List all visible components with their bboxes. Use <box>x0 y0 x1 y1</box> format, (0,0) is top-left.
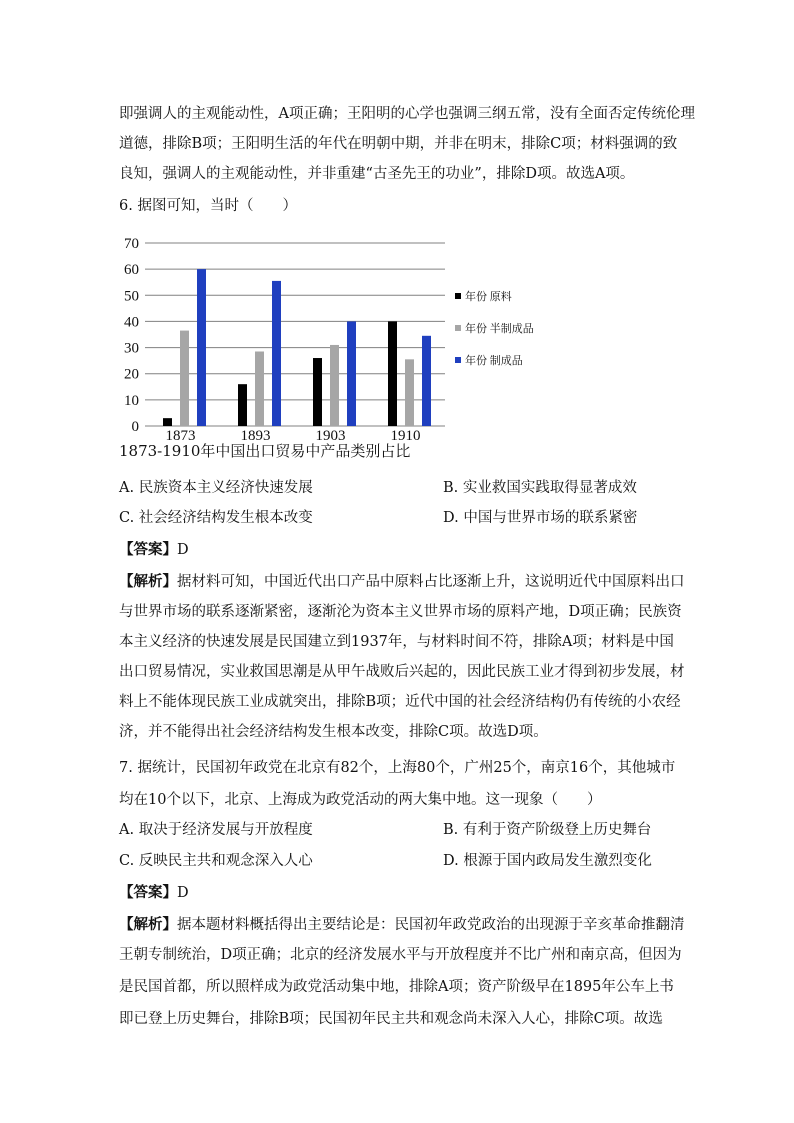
analysis-text: 据材料可知，中国近代出口产品中原料占比逐渐上升，这说明近代中国原料出口 <box>177 574 685 590</box>
q7-option-b: B. 有利于资产阶级登上历史舞台 <box>443 822 652 838</box>
q6-analysis-line: 本主义经济的快速发展是民国建立到1937年，与材料时间不符，排除A项；材料是中国 <box>119 634 674 650</box>
q6-option-b: B. 实业救国实践取得显著成效 <box>443 480 637 496</box>
x-tick-label: 1910 <box>390 428 421 444</box>
x-tick-label: 1903 <box>315 428 346 444</box>
q6-answer <box>119 540 679 560</box>
q7-analysis-line: 即已登上历史舞台，排除B项；民国初年民主共和观念尚未深入人心，排除C项。故选 <box>119 1011 663 1027</box>
bar <box>163 418 172 426</box>
analysis-tag: 【解析】 <box>119 573 177 590</box>
analysis-tag: 【解析】 <box>119 916 177 933</box>
question-6-stem: 6. 据图可知，当时（ ） <box>119 198 297 214</box>
q7-option-c: C. 反映民主共和观念深入人心 <box>119 853 313 869</box>
q7-option-a: A. 取决于经济发展与开放程度 <box>119 822 313 838</box>
text-line: 道德，排除B项；王阳明生活的年代在明朝中期，并非在明末，排除C项；材料强调的致 <box>119 136 678 152</box>
legend-label: 年份 半制成品 <box>465 323 534 335</box>
legend-label: 年份 制成品 <box>465 355 523 367</box>
text-line: 良知，强调人的主观能动性，并非重建“古圣先王的功业”，排除D项。故选A项。 <box>119 166 635 182</box>
legend-swatch <box>455 293 461 299</box>
answer-value: D <box>177 885 189 901</box>
y-tick-label: 20 <box>124 366 139 383</box>
question-7-stem: 均在10个以下，北京、上海成为政党活动的两大集中地。这一现象（ ） <box>119 792 602 808</box>
bar <box>422 336 431 426</box>
bar <box>197 269 206 426</box>
bar <box>330 345 339 426</box>
chart-title: 1873-1910年中国出口贸易中产品类别占比 <box>119 442 411 460</box>
answer-tag: 【答案】 <box>119 541 177 558</box>
legend-swatch <box>455 357 461 363</box>
q7-analysis-line: 是民国首都，所以照样成为政党活动集中地，排除A项；资产阶级早在1895年公车上书 <box>119 979 674 995</box>
legend-swatch <box>455 325 461 331</box>
y-tick-label: 40 <box>124 314 139 331</box>
bar-chart-svg <box>115 230 555 462</box>
bar <box>388 321 397 426</box>
text-line: 即强调人的主观能动性，A项正确；王阳明的心学也强调三纲五常，没有全面否定传统伦理 <box>119 106 695 122</box>
q7-analysis-line: 王朝专制统治，D项正确；北京的经济发展水平与开放程度并不比广州和南京高，但因为 <box>119 947 682 963</box>
q6-option-d: D. 中国与世界市场的联系紧密 <box>443 510 638 526</box>
q7-answer <box>119 883 679 903</box>
bar-chart <box>115 230 555 462</box>
bar <box>180 331 189 426</box>
q7-option-d: D. 根源于国内政局发生激烈变化 <box>443 853 652 869</box>
q6-analysis-line: 与世界市场的联系逐渐紧密，逐渐沦为资本主义世界市场的原料产地，D项正确；民族资 <box>119 604 682 620</box>
bar <box>405 359 414 426</box>
bar <box>313 358 322 426</box>
y-tick-label: 0 <box>131 419 139 435</box>
question-7-stem: 7. 据统计，民国初年政党在北京有82个，上海80个，广州25个，南京16个，其他城市 <box>119 760 676 776</box>
answer-tag: 【答案】 <box>119 884 177 901</box>
y-tick-label: 70 <box>124 236 139 252</box>
x-tick-label: 1873 <box>165 428 196 444</box>
bar <box>347 321 356 426</box>
y-tick-label: 50 <box>124 288 139 305</box>
q6-option-a: A. 民族资本主义经济快速发展 <box>119 480 313 496</box>
bar <box>238 384 247 426</box>
q6-analysis-line: 出口贸易情况，实业救国思潮是从甲午战败后兴起的，因此民族工业才得到初步发展，材 <box>119 664 685 680</box>
q7-analysis-line <box>119 915 685 935</box>
bar <box>255 351 264 426</box>
legend-label: 年份 原料 <box>465 291 512 303</box>
y-tick-label: 30 <box>124 340 139 357</box>
q6-analysis-line <box>119 572 685 592</box>
q6-analysis-line: 料上不能体现民族工业成就突出，排除B项；近代中国的社会经济结构仍有传统的小农经 <box>119 694 681 710</box>
bar <box>272 281 281 426</box>
answer-value: D <box>177 542 189 558</box>
y-tick-label: 10 <box>124 392 139 409</box>
x-tick-label: 1893 <box>240 428 271 444</box>
analysis-text: 据本题材料概括得出主要结论是：民国初年政党政治的出现源于辛亥革命推翻清 <box>177 917 685 933</box>
q6-option-c: C. 社会经济结构发生根本改变 <box>119 510 313 526</box>
y-tick-label: 60 <box>124 262 139 279</box>
q6-analysis-line: 济，并不能得出社会经济结构发生根本改变，排除C项。故选D项。 <box>119 724 548 740</box>
